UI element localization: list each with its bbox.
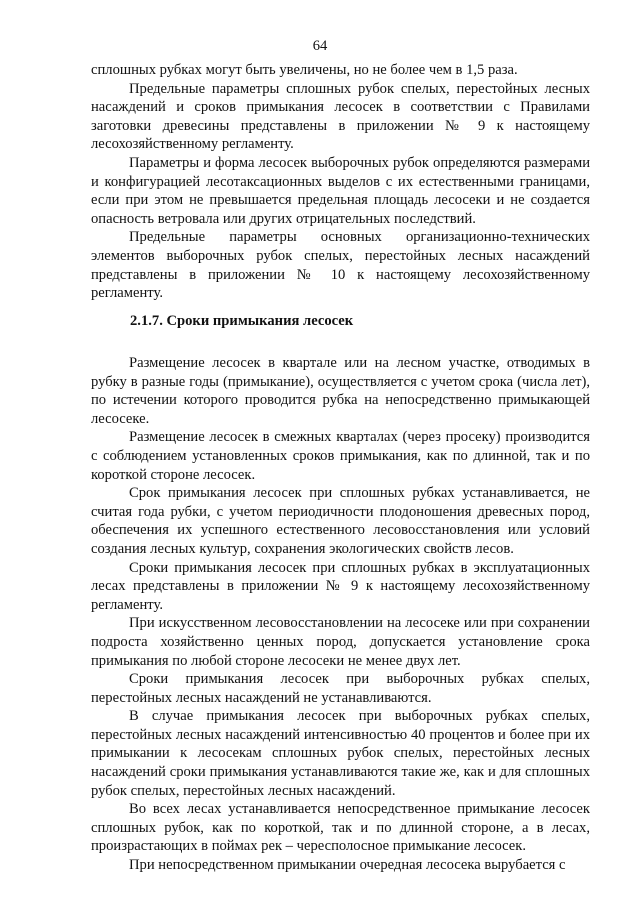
- paragraph: Сроки примыкания лесосек при выборочных рубках спелых, перестойных лесных насаждений не устанавливаются.: [91, 671, 590, 706]
- paragraph: Предельные параметры сплошных рубок спелых, перестойных лесных насаждений и сроков примыкания лесосек в соответствии с Правилами заготовки древесины представлены в приложении № 9 к настоящему лесохозяйственному регламенту.: [91, 80, 590, 153]
- paragraph: Срок примыкания лесосек при сплошных рубках устанавливается, не считая года рубки, с учетом периодичности плодоношения древесных пород, обеспечения их успешного естественного лесовосстановления или условий создания лесных культур, сохранения экологических свойств лесов.: [91, 485, 590, 557]
- paragraph: Размещение лесосек в квартале или на лесном участке, отводимых в рубку в разные годы (примыкание), осуществляется с учетом срока (числа лет), по истечении которого проводится рубка на непосредственно примыкающей лесосеке.: [91, 355, 590, 427]
- paragraph: Предельные параметры основных организационно-технических элементов выборочных рубок спелых, перестойных лесных насаждений представлены в приложении № 10 к настоящему лесохозяйственному регламенту.: [91, 229, 590, 302]
- paragraph: Размещение лесосек в смежных кварталах (через просеку) производится с соблюдением установленных сроков примыкания, как по длинной, так и по короткой стороне лесосек.: [91, 429, 590, 483]
- paragraph: При непосредственном примыкании очередная лесосека вырубается с: [129, 857, 566, 874]
- paragraph: Во всех лесах устанавливается непосредственное примыкание лесосек сплошных рубок, как по короткой, так и по длинной стороне, а в лесах, произрастающих в поймах рек – чересполосное примыкание лесосек.: [91, 801, 590, 855]
- paragraph: Параметры и форма лесосек выборочных рубок определяются размерами и конфигурацией лесотаксационных выделов с их естественными границами, если при этом не превышается предельная площадь лесосеки и не создается опасность ветровала или других отрицательных последствий.: [91, 154, 590, 227]
- body-text-block: [91, 354, 590, 875]
- paragraph: При искусственном лесовосстановлении на лесосеке или при сохранении подроста хозяйственно ценных пород, допускается установление срока примыкания по любой стороне лесосеки не менее двух лет.: [91, 615, 590, 669]
- paragraph-continued: сплошных рубках могут быть увеличены, но не более чем в 1,5 раза.: [91, 62, 518, 78]
- top-text-block: [91, 61, 590, 303]
- section-heading: 2.1.7. Сроки примыкания лесосек: [130, 313, 354, 329]
- paragraph: Сроки примыкания лесосек при сплошных рубках в эксплуатационных лесах представлены в приложении № 9 к настоящему лесохозяйственному регламенту.: [91, 559, 590, 613]
- paragraph: В случае примыкания лесосек при выборочных рубках спелых, перестойных лесных насаждений интенсивностью 40 процентов и более при их примыкании к лесосекам сплошных рубок спелых, перестойных лесных насаждений сроки примыкания устанавливаются такие же, как и для сплошных рубок спелых, перестойных лесных насаждений.: [91, 708, 590, 799]
- page-number: 64: [312, 38, 328, 54]
